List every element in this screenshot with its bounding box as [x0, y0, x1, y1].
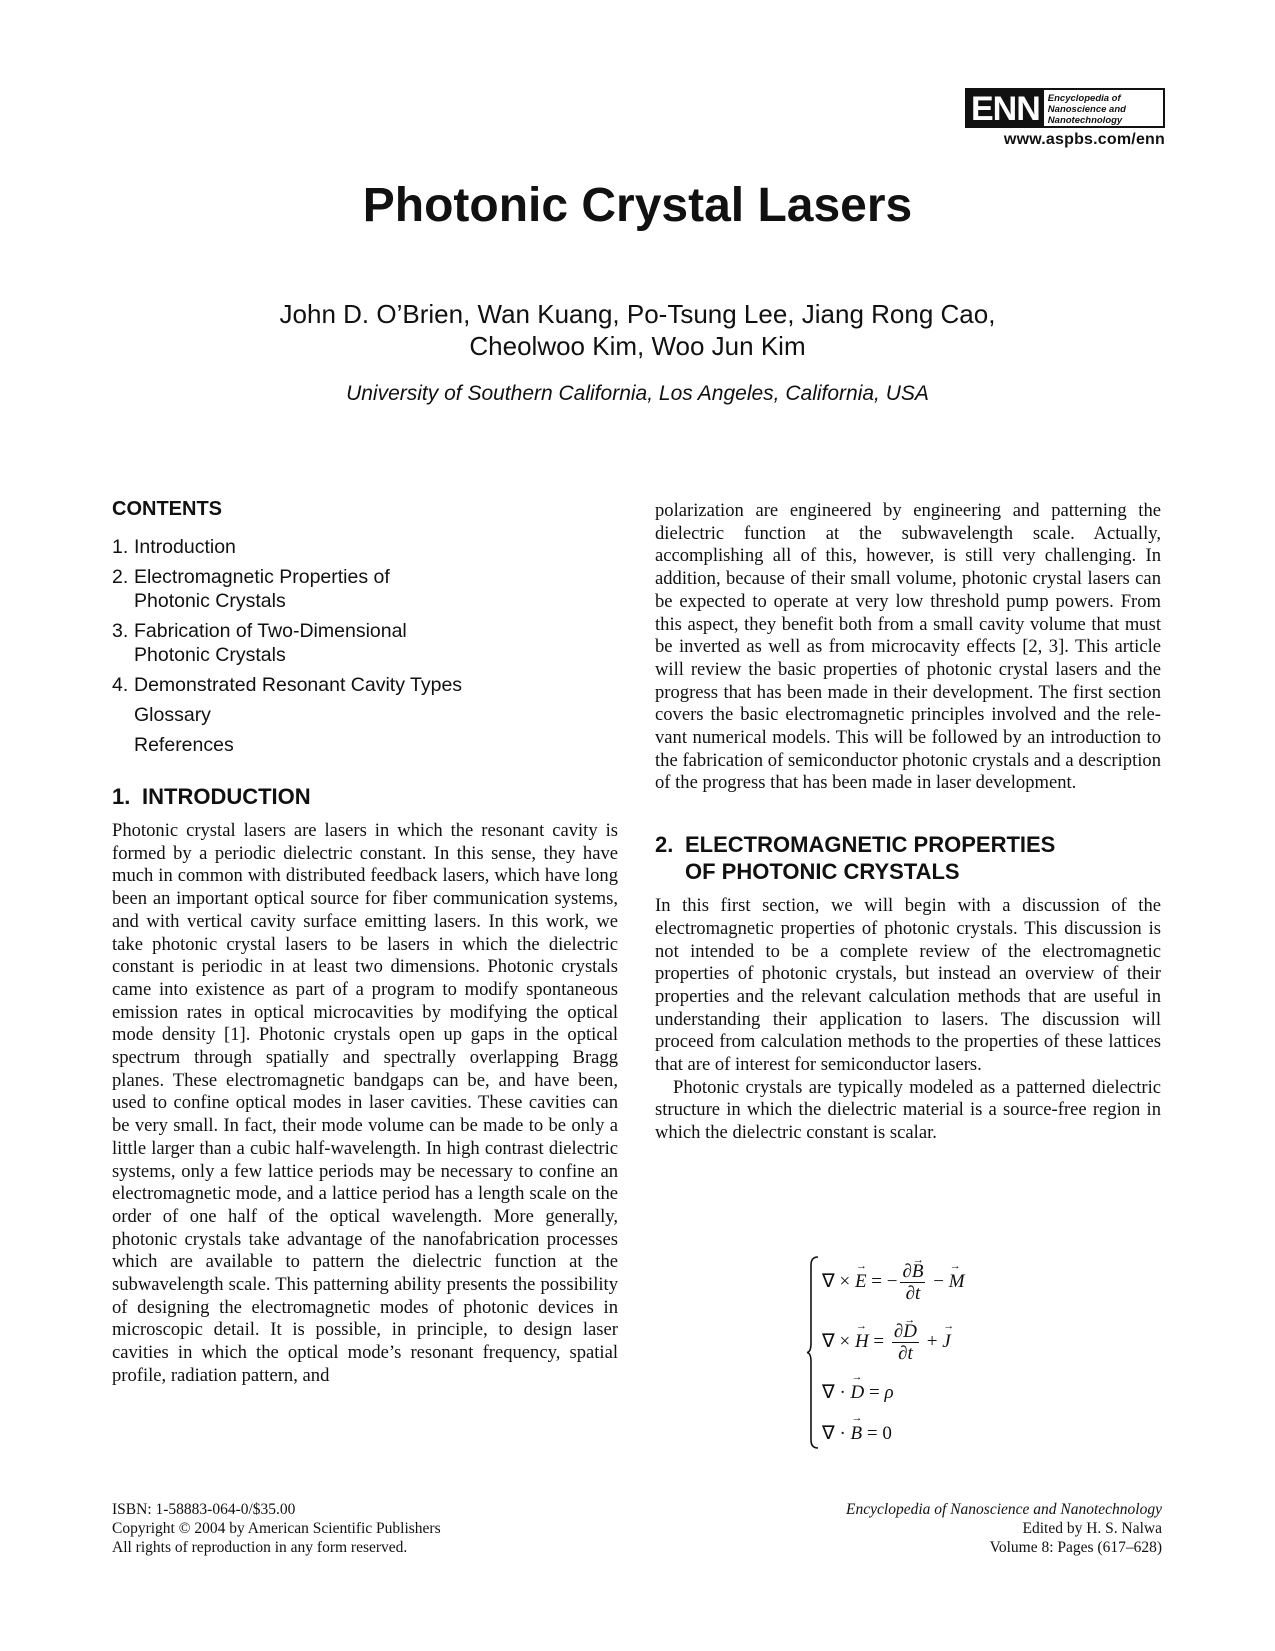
logo-mark: ENN — [967, 90, 1044, 126]
copyright: Copyright © 2004 by American Scientific Publishers — [112, 1520, 441, 1537]
editor: Edited by H. S. Nalwa — [1022, 1520, 1162, 1537]
footer-left — [112, 1500, 441, 1557]
section-heading: 2. ELECTROMAGNETIC PROPERTIES OF PHOTONIC CRYSTALS — [655, 832, 1056, 885]
equation-gauss-magnetic: ∇ · → B = 0 — [822, 1422, 892, 1445]
intro-paragraph: Photonic crystal lasers are lasers in which the resonant cavity is formed by a periodic dielectric constant. In this sense, they have much in common with distributed feedback lasers, which have long been an important optical source for fiber communication systems, and with vertical cavity surface emitting lasers. In this work, we take photonic crystal lasers to be lasers in which the dielectric constant is periodic in at least two dimensions. Photonic crystals came into existence as part of a program to modify spontaneous emission rates in optical microcavities by modifying the optical mode density [1]. Photonic crystals open up gaps in the optical spectrum through spatially and spectrally overlapping Bragg planes. These electromagnetic bandgaps can be, and have been, used to confine optical modes in laser cavities. These cavities can be very small. In fact, their mode volume can be made to be only a little larger than a cubic half-wavelength. In high contrast dielectric systems, only a few lattice periods may be necessary to confine an electromagnetic mode, and a lattice period has a length scale on the order of one half of the optical wavelength. More generally, photonic crystals take advantage of the nanofabrication processes which are available to pattern the dielectric function at the subwavelength scale. This patterning ability presents the possibility of designing the electromagnetic modes of photonic devices in microscopic detail. It is possible, in principle, to design laser cavities in which the optical mode’s resonant frequency, spatial profile, radiation pattern, and — [112, 820, 618, 1386]
author-list — [0, 298, 1275, 362]
section-heading: 1. INTRODUCTION — [112, 784, 311, 809]
left-brace — [806, 1255, 820, 1450]
toc-item: References — [134, 734, 234, 756]
journal-name: Encyclopedia of Nanoscience and Nanotechnology — [846, 1501, 1162, 1518]
logo-line: Nanoscience and — [1047, 104, 1126, 115]
affiliation: University of Southern California, Los Angeles, California, USA — [346, 382, 929, 405]
intro-paragraph-continued: polarization are engineered by engineering and patterning the dielectric function at the subwavelength scale. Actually, accomplishing all of this, however, is still very challenging. In addition, because of their small volume, photonic crystal lasers can be expected to operate at very low threshold pump powers. From this aspect, they benefit both from a small cavity volume that must be inverted as well as from microcavity effects [2, 3]. This article will review the basic properties of photonic crystal lasers and the progress that has been made in their development. The first section covers the basic electromagnetic principles involved and the relevant numerical models. This will be followed by an introduction to the fabrication of semiconductor photonic crystals and a description of the progress that has been made in laser development. — [655, 500, 1161, 794]
toc-item: 3. Fabrication of Two-Dimensional Photonic Crystals — [112, 620, 407, 666]
section2-paragraph: Photonic crystals are typically modeled as a patterned dielectric structure in which the dielectric material is a source-free region in which the dielectric constant is scalar. — [655, 1076, 1161, 1144]
toc-item: 1. Introduction — [112, 536, 236, 558]
enn-logo — [965, 88, 1165, 149]
toc-item: 4. Demonstrated Resonant Cavity Types — [112, 674, 463, 696]
equation-faraday: ∇ × → E = − $\frac{\partial\to B}{\partial t}$ − → M — [822, 1261, 965, 1304]
isbn: ISBN: 1-58883-064-0/$35.00 — [112, 1501, 296, 1518]
logo-box — [965, 88, 1165, 128]
volume-pages: Volume 8: Pages (617–628) — [989, 1539, 1162, 1556]
table-of-contents — [112, 535, 618, 757]
logo-line: Nanotechnology — [1047, 115, 1123, 126]
author-line: Cheolwoo Kim, Woo Jun Kim — [469, 331, 806, 361]
footer-right — [846, 1500, 1162, 1557]
toc-item: Glossary — [134, 704, 211, 726]
logo-line: Encyclopedia of — [1047, 93, 1121, 104]
right-column — [655, 500, 1161, 1145]
equation-gauss-electric: ∇ · → D = ρ — [822, 1381, 894, 1404]
rights: All rights of reproduction in any form reserved. — [112, 1539, 408, 1556]
logo-text — [1044, 90, 1130, 126]
maxwell-equations — [806, 1255, 1026, 1450]
author-line: John D. O’Brien, Wan Kuang, Po-Tsung Lee, Jiang Rong Cao, — [279, 299, 996, 329]
logo-url: www.aspbs.com/enn — [1003, 131, 1165, 148]
contents-heading: CONTENTS — [112, 498, 222, 520]
toc-item: 2. Electromagnetic Properties of Photonic Crystals — [112, 566, 390, 612]
equation-ampere: ∇ × → H = $\frac{\partial\to D}{\partial t}$ + → J — [822, 1321, 951, 1364]
section2-paragraph: In this first section, we will begin with a discussion of the electromagnetic properties of photonic crystals. This discussion is not intended to be a complete review of the electromagnetic properties of photonic crystals, but instead an overview of their properties and the relevant calculation methods that are useful in understanding their application to lasers. The discussion will proceed from calculation methods to the properties of these lattices that are of interest for semiconductor lasers. — [655, 895, 1161, 1076]
article-title: Photonic Crystal Lasers — [362, 179, 913, 232]
left-column — [112, 498, 618, 1388]
